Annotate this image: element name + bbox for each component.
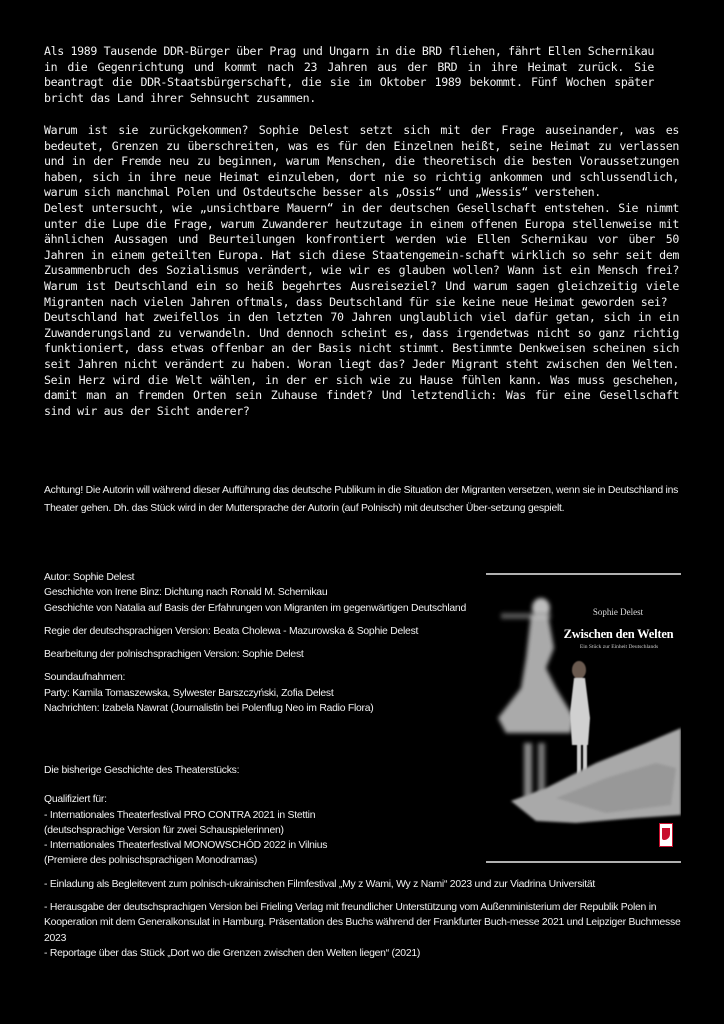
festival-item-1-note: (deutschsprachige Version für zwei Schauspielerinnen) — [44, 824, 284, 836]
festival-item-2-note: (Premiere des polnischsprachigen Monodramas) — [44, 855, 258, 867]
credit-story-1: Geschichte von Irene Binz: Dichtung nach Ronald M. Schernikau — [44, 587, 328, 599]
cover-author: Sophie Delest — [592, 607, 644, 617]
history-heading: Die bisherige Geschichte des Theaterstücks: — [44, 765, 240, 776]
festival-item-2: - Internationales Theaterfestival MONOWSCHÓD 2022 in Vilnius — [44, 840, 328, 852]
cover-bottom-rule — [486, 861, 681, 863]
credit-adaptation: Bearbeitung der polnischsprachigen Version: Sophie Delest — [44, 649, 304, 661]
cover-title: Zwischen den Welten — [563, 627, 674, 641]
festival-item-1: - Internationales Theaterfestival PRO CONTRA 2021 in Stettin — [44, 809, 316, 821]
publication-item: - Herausgabe der deutschsprachigen Version bei Frieling Verlag mit freundlicher Unterstützung vom Außenministerium der Republik Polen in Kooperation mit dem Generalkonsulat in Hamburg. Präsentation des Buchs während der Frankfurter Buch-messe 2021 und Leipziger Buchmesse 2023 — [44, 902, 681, 944]
body-paragraph-1: Warum ist sie zurückgekommen? Sophie Delest setzt sich mit der Frage auseinander, was es bedeutet, Grenzen zu überschreiten, was es für den Einzelnen heißt, seine Heimat zu verlassen und in der Fremde neu zu beginnen, warum Menschen, die theoretisch die besten Voraussetzungen haben, sich in ihre neue Heimat einzuleben, dort nie so richtig ankommen und schlussendlich, warum sich manchmal Polen und Ostdeutsche besser als „Ossis“ und „Wessis“ verstehen. — [44, 123, 679, 200]
rocky-ground — [511, 728, 681, 823]
intro-paragraph — [44, 44, 654, 106]
body-paragraph-2: Delest untersucht, wie „unsichtbare Mauern“ in der deutschen Gesellschaft entstehen. Sie nimmt unter die Lupe die Frage, warum Zuwanderer heutzutage in einem offenen Europa stellenweise mit ähnlichen Aussagen und Beurteilungen konfrontiert werden wie Ellen Schernikau vor über 50 Jahren in einem geteilten Europa. Hat sich diese Staatengemein-schaft wirklich so sehr seit dem Zusammenbruch des Sozialismus verändert, wie wir es glauben wollen? Wann ist ein Mensch frei? Warum ist Deutschland ein so heiß begehrtes Ausreiseziel? Und warum sagen gleichzeitig viele Migranten nach vielen Jahren oftmals, dass Deutschland für sie keine neue Heimat geworden sei? — [44, 200, 679, 309]
invitation-item: - Einladung als Begleitevent zum polnisch-ukrainischen Filmfestival „My z Wami, Wy z Nami“ 2023 und zur Viadrina Universität — [44, 878, 596, 890]
qualified-heading: Qualifiziert für: — [44, 794, 107, 806]
book-cover — [486, 573, 681, 862]
intro-text: Als 1989 Tausende DDR-Bürger über Prag und Ungarn in die BRD fliehen, fährt Ellen Schernikau in die Gegenrichtung und kommt nach 23 Jahren aus der BRD in ihre Heimat zurück. Sie beantragt die DDR-Staatsbürgerschaft, die sie im Oktober 1989 bekommt. Fünf Wochen später bricht das Land ihrer Sehnsucht zusammen. — [44, 44, 654, 105]
credit-direction: Regie der deutschsprachigen Version: Beata Cholewa - Mazurowska & Sophie Delest — [44, 625, 419, 637]
notice-text: Achtung! Die Autorin will während dieser Aufführung das deutsche Publikum in die Situation der Migranten versetzen, wenn sie in Deutschland ins Theater gehen. Dh. das Stück wird in der Muttersprache der Autorin (auf Polnisch) mit deutscher Über-setzung gespielt. — [44, 485, 679, 514]
credits-block — [44, 570, 514, 716]
cover-top-rule — [486, 573, 681, 575]
main-text — [44, 123, 679, 419]
standing-girl — [570, 661, 590, 783]
sound-news: Nachrichten: Izabela Nawrat (Journalistin bei Polenflug Neo im Radio Flora) — [44, 703, 374, 715]
body-paragraph-3: Deutschland hat zweifellos in den letzten 70 Jahren unglaublich viel dafür getan, sich in ein Zuwanderungsland zu verwandeln. Und dennoch scheint es, dass irgendetwas nicht so ganz richtig funktioniert, dass etwas offenbar an der Basis nicht stimmt. Bestimmte Denkweisen scheinen sich seit Jahren nicht verändert zu haben. Woran liegt das? Jeder Migrant steht zwischen den Welten. Sein Herz wird die Welt wählen, in der er sich wie zu Hause fühlen kann. Was muss geschehen, damit man an fremden Orten sein Zuhause findet? Und letztendlich: Was für eine Gesellschaft sind wir aus der Sicht anderer? — [44, 310, 679, 418]
sound-heading: Soundaufnahmen: — [44, 672, 126, 684]
credit-author: Autor: Sophie Delest — [44, 572, 135, 583]
notice-block — [44, 482, 684, 517]
cover-subtitle: Ein Stück zur Einheit Deutschlands — [579, 644, 659, 650]
reportage-item: - Reportage über das Stück „Dort wo die Grenzen zwischen den Welten liegen“ (2021) — [44, 947, 421, 959]
publisher-logo-icon — [659, 823, 673, 847]
credit-story-2: Geschichte von Natalia auf Basis der Erfahrungen von Migranten im gegenwärtigen Deutschland — [44, 602, 466, 614]
sound-party: Party: Kamila Tomaszewska, Sylwester Barszczyński, Zofia Delest — [44, 687, 334, 699]
